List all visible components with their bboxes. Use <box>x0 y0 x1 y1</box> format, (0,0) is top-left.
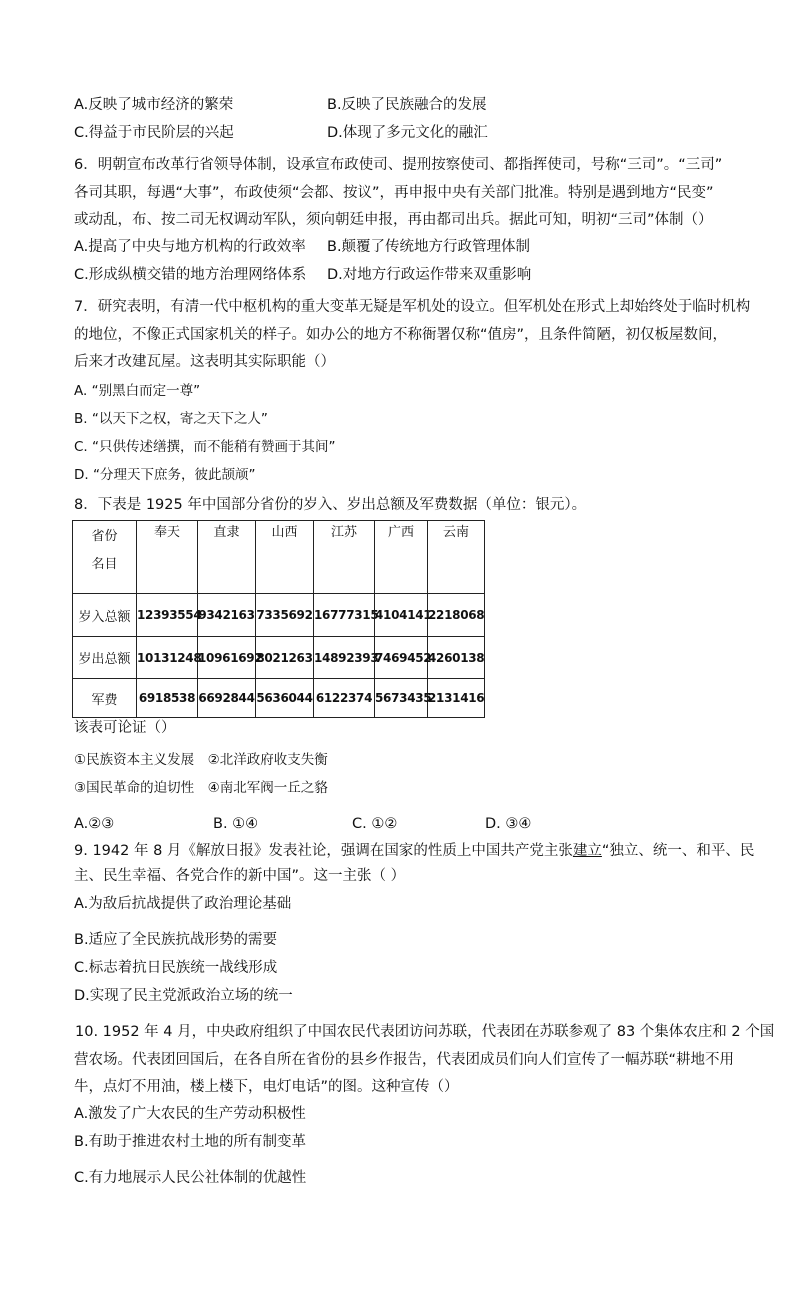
header-label-province: 省份 <box>91 529 118 544</box>
q8-option-c: C. ①② <box>352 816 398 832</box>
q9-stem-part-2: “独立、统一、和平、民 <box>601 843 755 859</box>
q9-stem-underlined: 建立 <box>572 843 602 859</box>
row-label-expenditure: 岁出总额 <box>73 637 137 679</box>
table-cell: 6692844 <box>198 679 256 718</box>
table-cell: 7335692 <box>256 594 314 637</box>
table-cell: 2218068 <box>428 594 485 637</box>
table-cell: 7469452 <box>375 637 428 679</box>
table-cell: 8021263 <box>256 637 314 679</box>
q8-data-table <box>72 520 485 718</box>
header-province-yunnan: 云南 <box>428 521 485 594</box>
q6-stem-line-1: 6．明朝宣布改革行省领导体制，设承宣布政使司、提刑按察使司、都指挥使司，号称“三司”。“三司” <box>74 157 723 173</box>
table-cell: 14892393 <box>314 637 375 679</box>
table-cell: 6918538 <box>137 679 198 718</box>
header-province-zhili: 直隶 <box>198 521 256 594</box>
table-row <box>73 594 485 637</box>
q6-option-a: A.提高了中央与地方机构的行政效率 <box>74 239 306 255</box>
q8-option-a: A.②③ <box>74 816 115 832</box>
row-label-military: 军费 <box>73 679 137 718</box>
header-province-fengtian: 奉天 <box>137 521 198 594</box>
q6-stem-line-3: 或动乱，布、按二司无权调动军队，须向朝廷申报，再由都司出兵。据此可知，明初“三司”体制（） <box>74 212 713 228</box>
q9-stem-part-1: 9. 1942 年 8 月《解放日报》发表社论，强调在国家的性质上中国共产党主张 <box>74 843 573 859</box>
q8-items-line-1: ①民族资本主义发展 ②北洋政府收支失衡 <box>74 752 328 768</box>
header-province-guangxi: 广西 <box>375 521 428 594</box>
q8-prompt: 该表可论证（） <box>74 720 176 736</box>
q5-option-c: C.得益于市民阶层的兴起 <box>74 125 234 141</box>
q10-option-a: A.激发了广大农民的生产劳动积极性 <box>74 1106 306 1122</box>
q7-option-d: D. “分理天下庶务，彼此颉颃” <box>74 467 256 483</box>
q10-stem-line-3: 牛，点灯不用油，楼上楼下，电灯电话”的图。这种宣传（） <box>74 1079 459 1095</box>
q8-stem: 8．下表是 1925 年中国部分省份的岁入、岁出总额及军费数据（单位：银元）。 <box>74 497 587 513</box>
q9-option-d: D.实现了民主党派政治立场的统一 <box>74 988 293 1004</box>
table-cell: 9342163 <box>198 594 256 637</box>
q9-option-c: C.标志着抗日民族统一战线形成 <box>74 960 278 976</box>
table-cell: 5673435 <box>375 679 428 718</box>
table-cell: 6122374 <box>314 679 375 718</box>
q8-option-b: B. ①④ <box>213 816 259 832</box>
q7-option-b: B. “以天下之权，寄之天下之人” <box>74 411 268 427</box>
table-cell: 4260138 <box>428 637 485 679</box>
q10-stem-line-1: 10. 1952 年 4 月，中央政府组织了中国农民代表团访问苏联，代表团在苏联参观了 83 个集体农庄和 2 个国 <box>75 1024 775 1040</box>
table-cell: 10131248 <box>137 637 198 679</box>
table-cell: 16777315 <box>314 594 375 637</box>
q9-stem-line-2: 主、民生幸福、各党合作的新中国”。这一主张（ ） <box>74 868 406 884</box>
q8-option-d: D. ③④ <box>485 816 532 832</box>
header-province-shanxi: 山西 <box>256 521 314 594</box>
header-label-item: 名目 <box>91 557 118 572</box>
table-row <box>73 637 485 679</box>
header-province-jiangsu: 江苏 <box>314 521 375 594</box>
q10-option-b: B.有助于推进农村土地的所有制变革 <box>74 1134 307 1150</box>
q10-stem-line-2: 营农场。代表团回国后，在各自所在省份的县乡作报告，代表团成员们向人们宣传了一幅苏联“耕地不用 <box>74 1052 735 1068</box>
table-cell: 10961692 <box>198 637 256 679</box>
table-header-row <box>73 521 485 594</box>
q7-stem-line-2: 的地位，不像正式国家机关的样子。如办公的地方不称衙署仅称“值房”，且条件简陋，初仅板屋数间， <box>74 327 728 343</box>
q9-stem-line-1 <box>74 841 754 861</box>
row-label-revenue: 岁入总额 <box>73 594 137 637</box>
q7-option-c: C. “只供传述缮撰，而不能稍有赞画于其间” <box>74 439 336 455</box>
q10-option-c: C.有力地展示人民公社体制的优越性 <box>74 1170 307 1186</box>
q9-option-b: B.适应了全民族抗战形势的需要 <box>74 932 278 948</box>
table-cell: 12393554 <box>137 594 198 637</box>
table-row <box>73 679 485 718</box>
table-header-corner <box>73 521 137 594</box>
table-cell: 4104141 <box>375 594 428 637</box>
q5-option-a: A.反映了城市经济的繁荣 <box>74 97 234 113</box>
table-cell: 2131416 <box>428 679 485 718</box>
q6-option-d: D.对地方行政运作带来双重影响 <box>327 267 532 283</box>
q7-stem-line-3: 后来才改建瓦屋。这表明其实际职能（） <box>74 354 335 370</box>
q9-option-a: A.为敌后抗战提供了政治理论基础 <box>74 896 292 912</box>
q7-option-a: A. “别黑白而定一尊” <box>74 383 201 399</box>
q6-option-b: B.颠覆了传统地方行政管理体制 <box>327 239 531 255</box>
q5-option-d: D.体现了多元文化的融汇 <box>327 125 488 141</box>
q5-option-b: B.反映了民族融合的发展 <box>327 97 487 113</box>
q8-items-line-2: ③国民革命的迫切性 ④南北军阀一丘之貉 <box>74 780 328 796</box>
q6-option-c: C.形成纵横交错的地方治理网络体系 <box>74 267 307 283</box>
q7-stem-line-1: 7．研究表明，有清一代中枢机构的重大变革无疑是军机处的设立。但军机处在形式上却始终处于临时机构 <box>74 299 751 315</box>
q6-stem-line-2: 各司其职，每遇“大事”，布政使须“会都、按议”，再申报中央有关部门批准。特别是遇到地方“民变” <box>74 185 714 201</box>
table-cell: 5636044 <box>256 679 314 718</box>
